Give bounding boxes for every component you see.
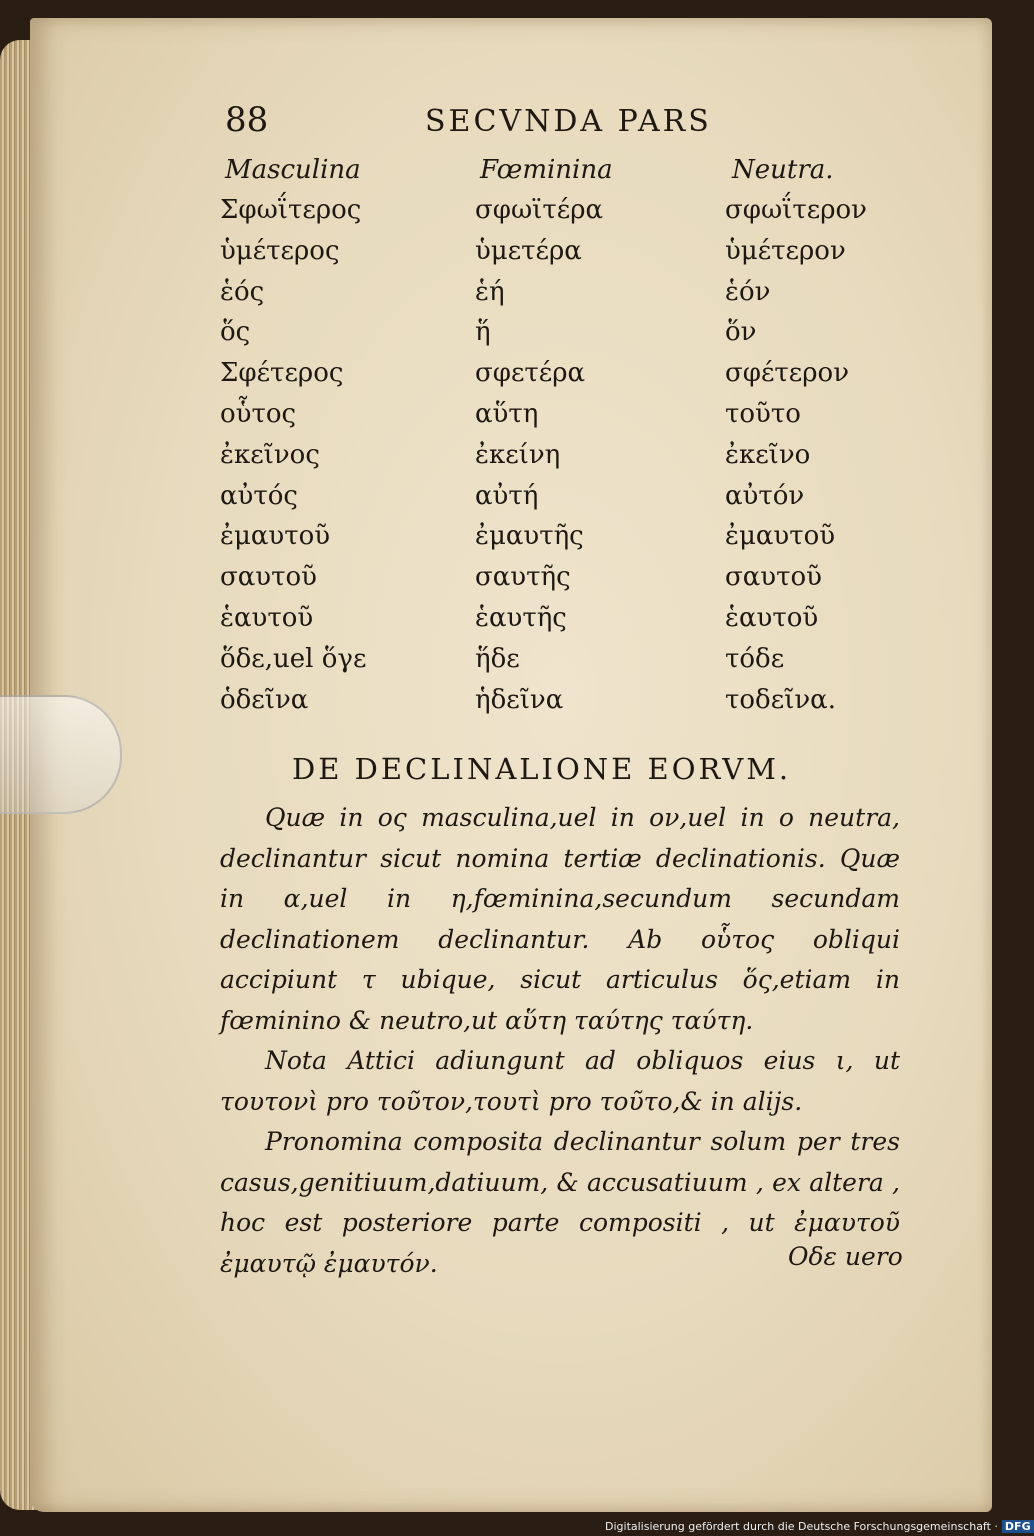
feminine-form: ἐκείνη: [475, 439, 561, 470]
neuter-form: σαυτοῦ: [725, 562, 822, 593]
body-text: [220, 798, 900, 1284]
table-row: [220, 440, 900, 481]
table-row: [220, 236, 900, 277]
masculine-form: ὅδε,uel ὅγε: [220, 643, 367, 674]
neuter-form: σφέτερον: [725, 358, 850, 389]
feminine-form: ὑμετέρα: [475, 235, 582, 266]
dfg-logo: DFG: [1002, 1520, 1034, 1533]
masculine-form: οὗτος: [220, 398, 297, 429]
neuter-form: αὐτόν: [725, 480, 805, 511]
feminine-form: ἡδεῖνα: [475, 684, 564, 715]
section-title: DE DECLINALIONE EORVM.: [292, 752, 792, 786]
neuter-form: ἑαυτοῦ: [725, 602, 819, 633]
masculine-form: σαυτοῦ: [220, 562, 317, 593]
neuter-form: τοῦτο: [725, 398, 801, 429]
feminine-form: σαυτῆς: [475, 562, 571, 593]
table-row: [220, 644, 900, 685]
table-row: [220, 277, 900, 318]
table-row: [220, 399, 900, 440]
masculine-form: ὑμέτερος: [220, 235, 340, 266]
table-row: [220, 685, 900, 726]
masculine-form: ὁδεῖνα: [220, 684, 309, 715]
feminine-form: αὐτή: [475, 480, 539, 511]
neuter-form: ἑόν: [725, 276, 771, 307]
table-row: [220, 603, 900, 644]
paragraph: Quæ in ος masculina,uel in ον,uel in ο neutra, declinantur sicut nomina tertiæ declinationis. Quæ in α,uel in η,fœminina,secundum secundam declinationem declinantur. Ab οὗτος obliqui accipiunt τ ubique, sicut articulus ὅς,etiam in fœminino & neutro,ut αὕτη ταύτης ταύτη.: [220, 803, 900, 1035]
feminine-form: ἑαυτῆς: [475, 602, 567, 633]
column-headings: [225, 155, 865, 195]
heading-foeminina: Fœminina: [480, 155, 613, 185]
neuter-form: σφωΐτερον: [725, 195, 867, 225]
masculine-form: Σφέτερος: [220, 358, 344, 389]
neuter-form: ἐμαυτοῦ: [725, 521, 836, 552]
table-row: [220, 358, 900, 399]
neuter-form: ὑμέτερον: [725, 235, 846, 266]
masculine-form: ἑαυτοῦ: [220, 602, 314, 633]
feminine-form: σφωϊτέρα: [475, 195, 604, 225]
neuter-form: ἐκεῖνο: [725, 439, 811, 470]
table-row: [220, 521, 900, 562]
masculine-form: ὅς: [220, 317, 251, 348]
catchword: Οδε uero: [788, 1242, 903, 1271]
heading-neutra: Neutra.: [732, 155, 834, 185]
feminine-form: αὕτη: [475, 398, 539, 429]
page-number: 88: [225, 100, 269, 140]
masculine-form: αὐτός: [220, 480, 298, 511]
feminine-form: ἐμαυτῆς: [475, 521, 584, 552]
neuter-form: τοδεῖνα.: [725, 684, 836, 715]
table-row: [220, 562, 900, 603]
digitization-footer: [605, 1520, 1034, 1536]
pronoun-table: [220, 195, 900, 725]
paragraph: Pronomina composita declinantur solum per tres casus,genitiuum,datiuum, & accusatiuum , ex altera , hoc est posteriore parte compositi , ut ἐμαυτοῦ ἐμαυτῷ ἐμαυτόν.: [220, 1127, 900, 1278]
masculine-form: ἐμαυτοῦ: [220, 521, 331, 552]
masculine-form: ἑός: [220, 276, 265, 307]
footer-text: Digitalisierung gefördert durch die Deutsche Forschungsgemeinschaft ·: [605, 1520, 998, 1533]
paragraph: Nota Attici adiungunt ad obliquos eius ι, ut τουτονὶ pro τοῦτον,τουτὶ pro τοῦτο,& in alijs.: [220, 1046, 900, 1116]
neuter-form: τόδε: [725, 643, 785, 674]
page-clip: [0, 695, 122, 814]
feminine-form: σφετέρα: [475, 358, 586, 389]
masculine-form: ἐκεῖνος: [220, 439, 320, 470]
feminine-form: ἥ: [475, 317, 491, 348]
heading-masculina: Masculina: [225, 155, 361, 185]
table-row: [220, 317, 900, 358]
table-row: [220, 481, 900, 522]
feminine-form: ἑή: [475, 276, 505, 307]
table-row: [220, 195, 900, 236]
feminine-form: ἥδε: [475, 643, 520, 674]
page-header: [225, 100, 825, 150]
neuter-form: ὅν: [725, 317, 757, 348]
masculine-form: Σφωΐτερος: [220, 195, 362, 225]
running-head: SECVNDA PARS: [425, 104, 712, 139]
